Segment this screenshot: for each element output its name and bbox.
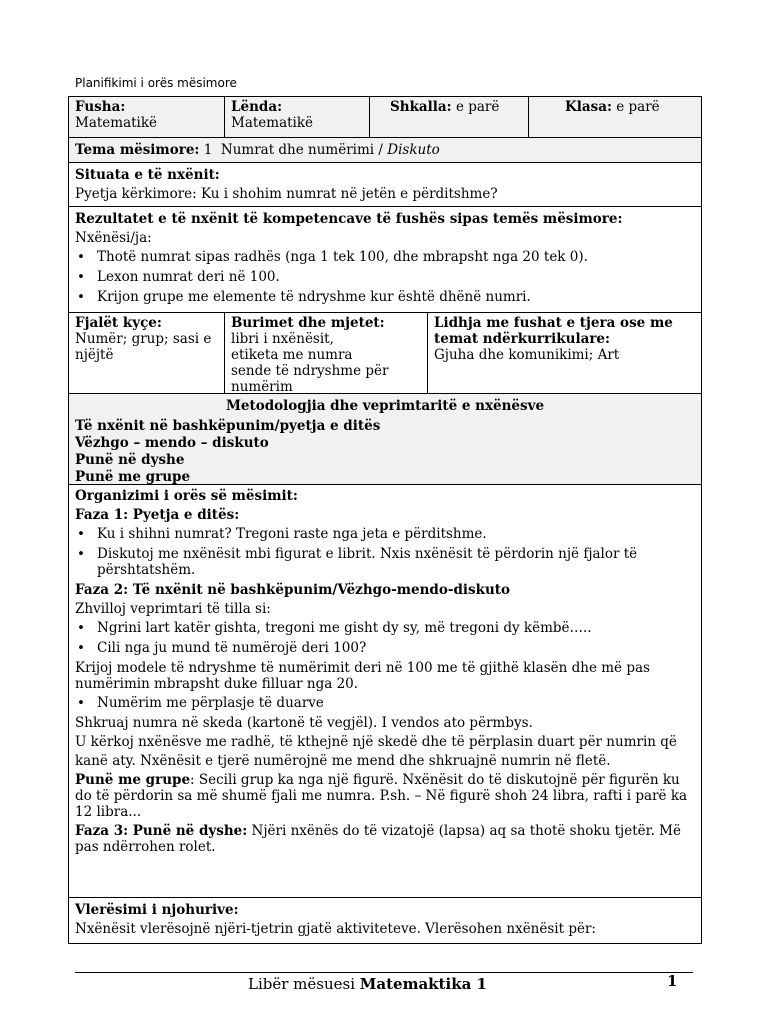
shkalla-label: Shkalla: [390, 99, 452, 115]
lenda-label: Lënda: [231, 99, 283, 115]
faza2-paragraph: Shkruaj numra në skeda (kartonë të vegjël). I vendos ato përmbys. [75, 715, 533, 731]
rezultatet-row [68, 207, 702, 313]
shkalla-value: e parë [455, 99, 500, 115]
rezultatet-list [75, 249, 695, 305]
faza3-paragraph [75, 823, 695, 855]
metodologjia-title: Metodologjia dhe veprimtaritë e nxënësve [225, 398, 545, 414]
page-number: 1 [667, 972, 678, 990]
burimet-label: Burimet dhe mjetet: [231, 315, 385, 331]
list-item: • Thotë numrat sipas radhës (nga 1 tek 100, dhe mbrapsht nga 20 tek 0). [75, 249, 695, 265]
fjalet-cell [69, 313, 224, 393]
klasa-label: Klasa: [565, 99, 612, 115]
resources-row [68, 313, 702, 394]
metodologjia-line: Punë me grupe [75, 469, 191, 485]
lidhja-label: Lidhja me fushat e tjera ose me temat ndërkurrikulare: [434, 315, 673, 347]
klasa-cell [528, 97, 701, 137]
faza2-intro: Zhvilloj veprimtari të tilla si: [75, 601, 271, 617]
rezultatet-label: Rezultatet e të nxënit të kompetencave të fushës sipas temës mësimore: [75, 211, 623, 227]
fusha-label: Fusha: [75, 99, 126, 115]
lesson-plan-table [68, 96, 702, 944]
tema-number: 1 [203, 142, 213, 158]
metodologjia-line: Të nxënit në bashkëpunim/pyetja e ditës [75, 418, 381, 434]
lidhja-cell [427, 313, 701, 393]
footer-book-title: Matemaktika 1 [359, 975, 487, 993]
lenda-cell [224, 97, 369, 137]
faza2-list [75, 620, 695, 656]
info-row [68, 96, 702, 138]
situata-text: Pyetja kërkimore: Ku i shohim numrat në jetën e përditshme? [75, 186, 498, 202]
fusha-cell [69, 97, 224, 137]
klasa-value: e parë [616, 99, 660, 115]
metodologjia-row [68, 394, 702, 485]
tema-label: Tema mësimore: [75, 142, 200, 158]
vleresimi-row [68, 898, 702, 944]
tema-row [68, 138, 702, 163]
burimet-cell [224, 313, 427, 393]
footer-divider [75, 972, 693, 973]
fjalet-label: Fjalët kyçe: [75, 315, 162, 331]
list-item: • Ku i shihni numrat? Tregoni raste nga jeta e përditshme. [75, 526, 695, 542]
lenda-value: Matematikë [231, 115, 314, 131]
faza2-label: Faza 2: Të nxënit në bashkëpunim/Vëzhgo-mendo-diskuto [75, 582, 511, 598]
footer [248, 975, 487, 993]
faza2-paragraph: kanë aty. Nxënësit e tjerë numërojnë me mend dhe shkruajnë numrin në fletë. [75, 753, 611, 769]
fjalet-text: Numër; grup; sasi e njëjtë [75, 331, 212, 363]
faza2-paragraph: Krijoj modele të ndryshme të numërimit deri në 100 me të gjithë klasën dhe më pas numërimin mbrapsht duke filluar nga 20. [75, 660, 650, 692]
fusha-value: Matematikë [75, 115, 158, 131]
list-item: • Ngrini lart katër gishta, tregoni me gisht dy sy, më tregoni dy këmbë….. [75, 620, 695, 636]
list-item: • Krijon grupe me elemente të ndryshme kur është dhënë numri. [75, 289, 695, 305]
organizimi-row [68, 485, 702, 898]
faza3-label: Faza 3: Punë në dyshe: [75, 823, 248, 839]
organizimi-label: Organizimi i orës së mësimit: [75, 488, 298, 504]
grupe-paragraph [75, 772, 695, 820]
burimet-line: sende të ndryshme për numërim [231, 363, 389, 395]
metodologjia-line: Punë në dyshe [75, 452, 185, 468]
faza1-list [75, 526, 695, 578]
list-item: • Cili nga ju mund të numërojë deri 100? [75, 640, 695, 656]
burimet-line: libri i nxënësit, [231, 331, 334, 347]
situata-row [68, 163, 702, 207]
list-item: • Lexon numrat deri në 100. [75, 269, 695, 285]
faza1-label: Faza 1: Pyetja e ditës: [75, 507, 240, 523]
grupe-text: : Secili grup ka nga një figurë. Nxënësit do të diskutojnë për figurën ku do të përdorin sa më shumë fjali me numra. P.sh. – Në figurë shoh 24 libra, rafti i parë ka 12 libra... [75, 772, 688, 820]
faza2-paragraph: U kërkoj nxënësve me radhë, të kthejnë një skedë dhe të përplasin duart për numrin që [75, 734, 677, 750]
tema-italic: Diskuto [387, 142, 440, 158]
tema-text: Numrat dhe numërimi / [220, 142, 383, 158]
rezultatet-intro: Nxënësi/ja: [75, 230, 152, 246]
footer-prefix: Libër mësuesi [248, 975, 360, 993]
lidhja-text: Gjuha dhe komunikimi; Art [434, 347, 620, 363]
faza3-text: Njëri nxënës do të vizatojë (lapsa) aq sa thotë shoku tjetër. Më pas ndërrohen rolet. [75, 823, 681, 855]
burimet-line: etiketa me numra [231, 347, 353, 363]
vleresimi-label: Vlerësimi i njohurive: [75, 902, 239, 918]
grupe-label: Punë me grupe [75, 772, 191, 788]
metodologjia-line: Vëzhgo – mendo – diskuto [75, 435, 269, 451]
vleresimi-text: Nxënësit vlerësojnë njëri-tjetrin gjatë aktiviteteve. Vlerësohen nxënësit për: [75, 921, 596, 937]
faza2-list-2 [75, 695, 695, 711]
list-item: • Diskutoj me nxënësit mbi figurat e librit. Nxis nxënësit të përdorin një fjalor të përshtatshëm. [75, 546, 695, 578]
shkalla-cell [369, 97, 528, 137]
list-item: • Numërim me përplasje të duarve [75, 695, 695, 711]
page-header: Planifikimi i orës mësimore [75, 76, 237, 90]
situata-label: Situata e të nxënit: [75, 167, 220, 183]
